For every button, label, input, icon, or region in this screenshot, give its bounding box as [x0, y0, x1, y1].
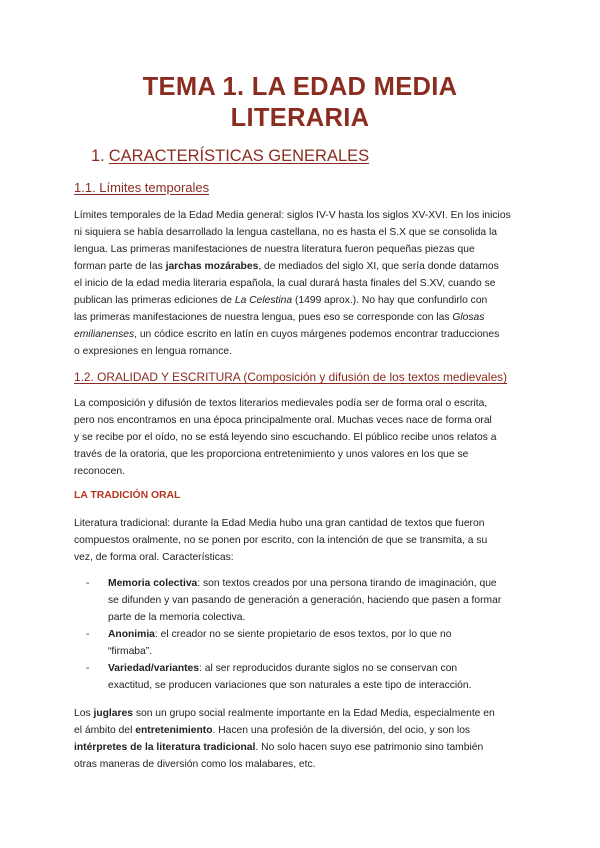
text-line: forman parte de las jarchas mozárabes, de mediados del siglo XI, que sería donde datamos: [74, 261, 499, 272]
text-line: otras maneras de diversión como los malabares, etc.: [74, 759, 316, 770]
text-line: Límites temporales de la Edad Media general: siglos IV-V hasta los siglos XV-XVI. En los inicios: [74, 210, 511, 221]
title-line-1: TEMA 1. LA EDAD MEDIA: [142, 73, 458, 101]
text-line: emilianenses, un códice escrito en latín en cuyos márgenes podemos encontrar traducciones: [74, 329, 500, 340]
paragraph-oralidad: [74, 395, 526, 480]
section-heading: [91, 147, 369, 166]
text-line: y se recibe por el oído, no se está leyendo sino escuchando. El público recibe unos relatos a: [74, 432, 497, 443]
subsection-heading-oralidad: 1.2. ORALIDAD Y ESCRITURA (Composición y difusión de los textos medievales): [74, 370, 508, 384]
text-line: La composición y difusión de textos literarios medievales podía ser de forma oral o escrita,: [74, 398, 488, 409]
text-line: el inicio de la edad media literaria española, la cual durará hasta finales del S.XV, cuando se: [74, 278, 496, 289]
italic-title: Glosas: [452, 312, 485, 323]
bullet-dash: -: [86, 629, 90, 640]
text-line: lengua. Las primeras manifestaciones de nuestra literatura fueron pequeñas piezas que: [74, 244, 475, 255]
italic-title: La Celestina: [234, 295, 293, 306]
bold-term: Anonimia: [108, 629, 155, 640]
bold-term: jarchas mozárabes: [165, 261, 259, 272]
italic-title: emilianenses: [74, 329, 135, 340]
text-line: pero nos encontramos en una época principalmente oral. Muchas veces nace de forma oral: [74, 415, 492, 426]
title-line-2: LITERARIA: [230, 104, 370, 132]
section-title: CARACTERÍSTICAS GENERALES: [108, 147, 370, 165]
text-line: compuestos oralmente, no se ponen por escrito, con la intención de que se transmita, a su: [74, 535, 488, 546]
subsection-heading-limites: 1.1. Límites temporales: [74, 180, 210, 195]
bold-term: intérpretes de la literatura tradicional: [74, 742, 256, 753]
bold-term: Variedad/variantes: [108, 663, 200, 674]
bullet-dash: -: [86, 578, 90, 589]
text-line: el ámbito del entretenimiento. Hacen una profesión de la diversión, del ocio, y son los: [74, 725, 471, 736]
text-line: las primeras manifestaciones de nuestra lengua, pues eso se corresponde con las Glosas: [74, 312, 485, 323]
text-line: publican las primeras ediciones de La Celestina (1499 aprox.). No hay que confundirlo con: [74, 295, 488, 306]
section-number: 1.: [91, 147, 105, 165]
heading-tradicion-oral: LA TRADICIÓN ORAL: [74, 490, 181, 501]
text-line: Los juglares son un grupo social realmente importante en la Edad Media, especialmente en: [74, 708, 495, 719]
paragraph-tradicion-oral: [74, 515, 526, 566]
text-line: Literatura tradicional: durante la Edad Media hubo una gran cantidad de textos que fueron: [74, 518, 485, 529]
bold-term: Memoria colectiva: [108, 578, 198, 589]
bold-term: entretenimiento: [135, 725, 213, 736]
paragraph-juglares: [74, 705, 526, 773]
characteristics-list: [86, 575, 526, 694]
text-line: reconocen.: [74, 466, 125, 477]
list-item: - Memoria colectiva: son textos creados por una persona tirando de imaginación, que se difunden y van pasando de generación a generación, haciendo que pasen a formar parte de la memoria colectiva.: [86, 575, 526, 626]
text-line: través de la oratoria, que les proporciona entretenimiento y unos valores en los que se: [74, 449, 469, 460]
bullet-dash: -: [86, 663, 90, 674]
text-line: intérpretes de la literatura tradicional. No solo hacen suyo ese patrimonio sino también: [74, 742, 484, 753]
text-line: ni siquiera se había desarrollado la lengua castellana, no es hasta el S.X que se consolida la: [74, 227, 498, 238]
list-item: - Variedad/variantes: al ser reproducidos durante siglos no se conservan con exactitud, se producen variaciones que son naturales a este tipo de interacción.: [86, 660, 526, 694]
document-title: [0, 72, 600, 134]
paragraph-limites: [74, 207, 526, 360]
text-line: vez, de forma oral. Características:: [74, 552, 234, 563]
text-line: o expresiones en lengua romance.: [74, 346, 232, 357]
bold-term: juglares: [93, 708, 133, 719]
list-item: - Anonimia: el creador no se siente propietario de esos textos, por lo que no “firmaba”.: [86, 626, 526, 660]
